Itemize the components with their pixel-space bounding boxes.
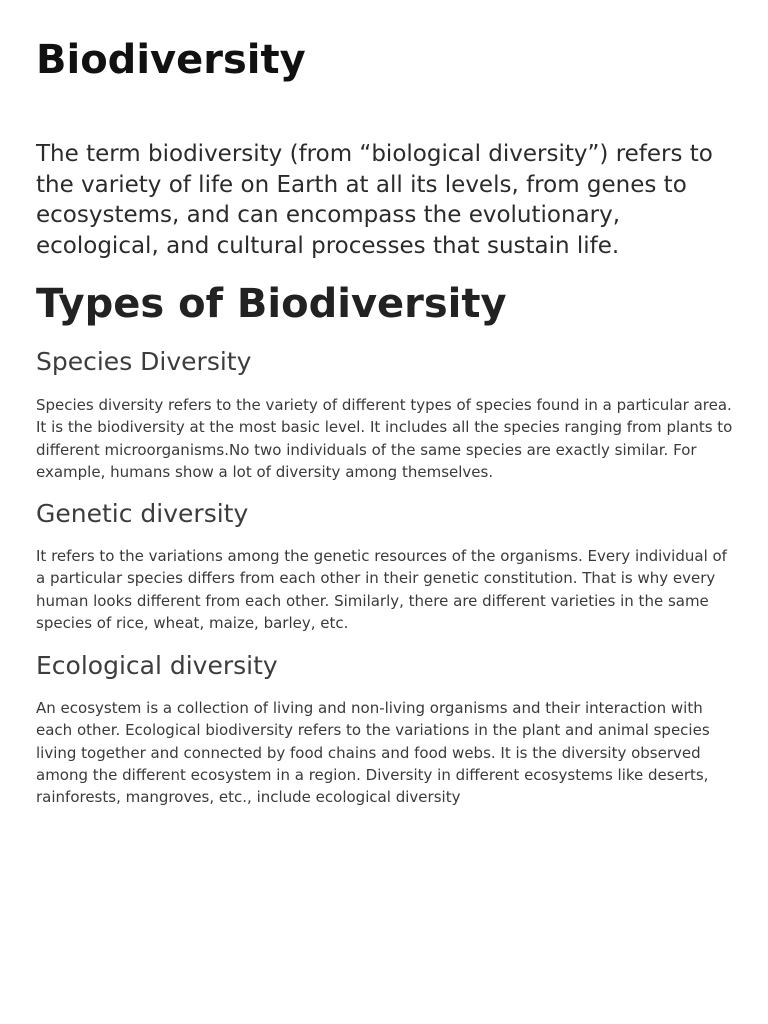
genetic-diversity-heading: Genetic diversity	[36, 499, 249, 528]
species-diversity-paragraph: Species diversity refers to the variety of different types of species found in a particular area. It is the biodiversity at the most basic level. It includes all the species ranging from plants to different microorganisms.No two individuals of the same species are exactly similar. For example, humans show a lot of diversity among themselves.	[36, 396, 733, 481]
types-heading: Types of Biodiversity	[36, 281, 507, 327]
ecological-diversity-heading: Ecological diversity	[36, 651, 278, 680]
species-diversity-heading: Species Diversity	[36, 347, 252, 376]
genetic-diversity-paragraph: It refers to the variations among the genetic resources of the organisms. Every individual of a particular species differs from each other in their genetic constitution. That is why every human looks different from each other. Similarly, there are different varieties in the same species of rice, wheat, maize, barley, etc.	[36, 547, 727, 632]
intro-paragraph: The term biodiversity (from “biological diversity”) refers to the variety of life on Earth at all its levels, from genes to ecosystems, and can encompass the evolutionary, ecological, and cultural processes that sustain life.	[36, 141, 713, 259]
ecological-diversity-paragraph: An ecosystem is a collection of living and non-living organisms and their interaction with each other. Ecological biodiversity refers to the variations in the plant and animal species living together and connected by food chains and food webs. It is the diversity observed among the different ecosystem in a region. Diversity in different ecosystems like deserts, rainforests, mangroves, etc., include ecological diversity	[36, 699, 710, 807]
page-title: Biodiversity	[36, 37, 306, 83]
